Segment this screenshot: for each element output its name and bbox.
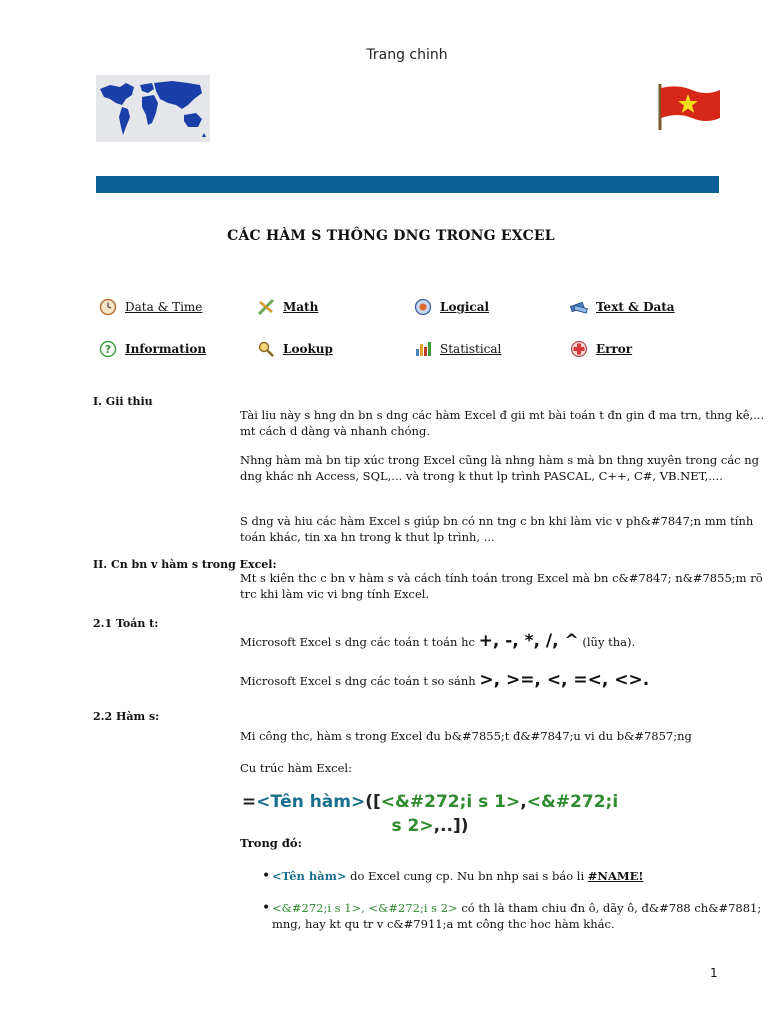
bullet-function-name xyxy=(262,868,768,884)
section-heading-intro: I. Gii thiu xyxy=(93,395,153,408)
nav-label-logical: Logical xyxy=(440,300,490,314)
bullet2-terms: <&#272;i s 1>, <&#272;i s 2> xyxy=(272,901,458,915)
help-icon xyxy=(99,340,117,358)
section-heading-basics: II. Cn bn v hàm s trong Excel: xyxy=(93,558,277,571)
nav-label-data-time: Data & Time xyxy=(125,300,203,314)
bullet-dot: • xyxy=(262,900,271,916)
nav-link-text-data[interactable] xyxy=(570,298,675,316)
operators-arithmetic-line xyxy=(240,633,768,650)
syntax-arg1: <&#272;i s 1> xyxy=(380,792,521,812)
nav-link-statistical[interactable] xyxy=(414,340,501,358)
operators-arithmetic-text: Microsoft Excel s dng các toán t toán hc xyxy=(240,635,475,649)
syntax-comma: , xyxy=(520,792,527,812)
nav-label-information: Information xyxy=(125,342,207,356)
basics-paragraph: Mt s kiên thc c bn v hàm s và cách tính toán trong Excel mà bn c&#7847; n&#7855;m rõ trc khi làm vic vi bng tính Excel. xyxy=(240,571,763,601)
bullet2-text: có th là tham chiu đn ô, dãy ô, đ&#788 ch&#7881; mng, hay kt qu tr v c&#7911;a mt công thc hoc hàm khác. xyxy=(272,901,762,931)
document-title: CÁC HÀM S THÔNG DNG TRONG EXCEL xyxy=(227,228,555,244)
first-aid-icon xyxy=(570,340,588,358)
intro-paragraph-1: Tài liu này s hng dn bn s dng các hàm Excel đ gii mt bài toán t đn gin đ ma trn, thng kê,... mt cách d dàng và nhanh chóng. xyxy=(240,408,765,438)
section-heading-functions: 2.2 Hàm s: xyxy=(93,710,160,723)
bullet-arguments xyxy=(262,900,768,932)
pencil-ruler-icon xyxy=(257,298,275,316)
logic-icon xyxy=(414,298,432,316)
intro-paragraph-3: S dng và hiu các hàm Excel s giúp bn có nn tng c bn khi làm vic v ph&#7847;n mm tính toán khác, tin xa hn trong k thut lp trình, ... xyxy=(240,514,754,544)
bar-chart-icon xyxy=(414,340,432,358)
operators-compare-line xyxy=(240,672,768,689)
world-map-image xyxy=(96,75,210,142)
syntax-function-name: <Tên hàm> xyxy=(256,792,366,812)
nav-label-statistical: Statistical xyxy=(440,342,502,356)
operators-arithmetic-symbols: +, -, *, /, ^ xyxy=(478,631,579,651)
page-header-title[interactable]: Trang chinh xyxy=(366,47,448,63)
operators-compare-symbols: >, >=, <, =<, <>. xyxy=(479,670,650,690)
intro-paragraph-2: Nhng hàm mà bn tip xúc trong Excel cũng là nhng hàm s mà bn thng xuyên trong các ng dng khác nh Access, SQL,... và trong k thut lp trình PASCAL, C++, C#, VB.NET,.... xyxy=(240,453,760,483)
bullet-dot: • xyxy=(262,868,271,884)
syntax-close: ,..]) xyxy=(433,816,469,836)
header-divider-bar xyxy=(96,176,719,193)
where-label: Trong đó: xyxy=(240,836,302,850)
nav-link-lookup[interactable] xyxy=(257,340,333,358)
nav-link-error[interactable] xyxy=(570,340,632,358)
svg-text:?: ? xyxy=(104,343,112,356)
syntax-open: ([ xyxy=(365,792,381,812)
books-icon xyxy=(570,298,588,316)
bullet1-term: <Tên hàm> xyxy=(272,869,347,883)
operators-arithmetic-suffix: (lũy tha). xyxy=(582,635,636,649)
nav-label-math: Math xyxy=(283,300,319,314)
section-heading-operators: 2.1 Toán t: xyxy=(93,617,159,630)
nav-link-math[interactable] xyxy=(257,298,318,316)
vietnam-flag-image xyxy=(654,82,722,132)
nav-label-text-data: Text & Data xyxy=(596,300,675,314)
functions-paragraph-1: Mi công thc, hàm s trong Excel đu b&#7855;t đ&#7847;u vi du b&#7857;ng xyxy=(240,729,692,743)
nav-link-logical[interactable] xyxy=(414,298,489,316)
syntax-equals: = xyxy=(241,792,257,812)
functions-paragraph-2: Cu trúc hàm Excel: xyxy=(240,761,352,775)
operators-compare-text: Microsoft Excel s dng các toán t so sánh xyxy=(240,674,476,688)
nav-link-information[interactable] xyxy=(99,340,206,358)
nav-label-lookup: Lookup xyxy=(283,342,333,356)
page-number: 1 xyxy=(710,966,718,980)
nav-link-data-time[interactable] xyxy=(99,298,202,316)
clock-icon xyxy=(99,298,117,316)
magnifier-icon xyxy=(257,340,275,358)
bullet1-error: #NAME! xyxy=(587,869,644,883)
syntax-arg2: <&#272;i s 2> xyxy=(391,792,619,836)
bullet1-text: do Excel cung cp. Nu bn nhp sai s báo li xyxy=(350,869,585,883)
function-syntax-formula xyxy=(240,790,620,838)
nav-label-error: Error xyxy=(596,342,633,356)
